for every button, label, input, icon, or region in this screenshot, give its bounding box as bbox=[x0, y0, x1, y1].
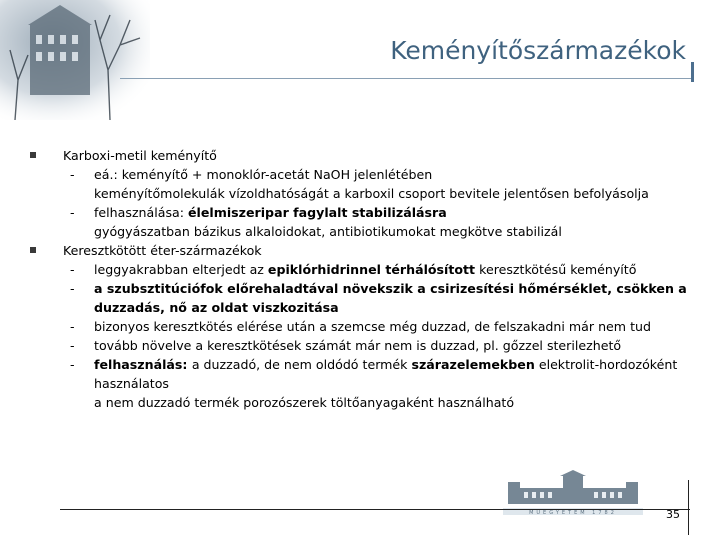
list-item bbox=[30, 165, 710, 184]
text-segment: szárazelemekben bbox=[411, 357, 535, 372]
text-segment: eá.: keményítő + monoklór-acetát NaOH jelenlétében bbox=[94, 167, 433, 182]
square-bullet-icon bbox=[30, 247, 36, 253]
text-segment: leggyakrabban elterjedt az bbox=[94, 262, 268, 277]
list-item bbox=[30, 355, 710, 374]
dash-bullet-icon: - bbox=[70, 167, 75, 182]
list-item-continuation bbox=[30, 184, 710, 203]
list-item-continuation bbox=[30, 222, 710, 241]
section-heading bbox=[30, 241, 710, 260]
text-segment: felhasználása: bbox=[94, 205, 188, 220]
text-segment: elektrolit-hordozóként bbox=[534, 357, 678, 372]
section-heading bbox=[30, 146, 710, 165]
list-item-continuation bbox=[30, 374, 710, 393]
section-heading-text: Keresztkötött éter-származékok bbox=[63, 243, 262, 258]
dash-bullet-icon: - bbox=[70, 281, 75, 296]
list-item bbox=[30, 279, 710, 298]
text-segment: bizonyos keresztkötés elérése után a szemcse még duzzad, de felszakadni már nem tud bbox=[94, 319, 651, 334]
section-heading-text: Karboxi-metil keményítő bbox=[63, 148, 217, 163]
logo-text: MŰEGYETEM 1782 bbox=[529, 510, 617, 516]
dash-bullet-icon: - bbox=[70, 205, 75, 220]
dash-bullet-icon: - bbox=[70, 357, 75, 372]
dash-bullet-icon: - bbox=[70, 338, 75, 353]
header-photo bbox=[0, 0, 150, 120]
list-item bbox=[30, 203, 710, 222]
title-accent-bar bbox=[691, 62, 694, 82]
page-number: 35 bbox=[666, 508, 680, 521]
list-item-continuation bbox=[30, 393, 710, 412]
slide-title: Keményítőszármazékok bbox=[390, 36, 686, 65]
text-segment: keresztkötésű keményítő bbox=[475, 262, 637, 277]
text-segment: epiklórhidrinnel térhálósított bbox=[267, 262, 476, 277]
list-item bbox=[30, 317, 710, 336]
list-item bbox=[30, 260, 710, 279]
footer-divider bbox=[60, 509, 690, 510]
university-logo bbox=[488, 470, 658, 520]
slide-body bbox=[30, 146, 710, 412]
list-item bbox=[30, 336, 710, 355]
text-segment: a szubsztitúciófok előrehaladtával növekszik a csirizesítési hőmérséklet, csökken a bbox=[94, 281, 687, 296]
title-divider bbox=[120, 78, 692, 79]
dash-bullet-icon: - bbox=[70, 319, 75, 334]
square-bullet-icon bbox=[30, 152, 36, 158]
text-segment: a duzzadó, de nem oldódó termék bbox=[191, 357, 412, 372]
text-segment: keményítőmolekulák vízoldhatóságát a karboxil csoport bevitele jelentősen befolyásolja bbox=[94, 186, 649, 201]
dash-bullet-icon: - bbox=[70, 262, 75, 277]
text-segment: élelmiszeripar fagylalt stabilizálásra bbox=[188, 205, 447, 220]
text-segment: tovább növelve a keresztkötések számát már nem is duzzad, pl. gőzzel sterilezhető bbox=[94, 338, 622, 353]
text-segment: gyógyászatban bázikus alkaloidokat, antibiotikumokat megkötve stabilizál bbox=[94, 224, 562, 239]
text-segment: a nem duzzadó termék porozószerek töltőanyagaként használható bbox=[94, 395, 515, 410]
text-segment: duzzadás, nő az oldat viszkozitása bbox=[94, 300, 339, 315]
footer-vertical-rule bbox=[688, 480, 689, 535]
list-item-continuation bbox=[30, 298, 710, 317]
text-segment: felhasználás: bbox=[94, 357, 192, 372]
text-segment: használatos bbox=[94, 376, 169, 391]
